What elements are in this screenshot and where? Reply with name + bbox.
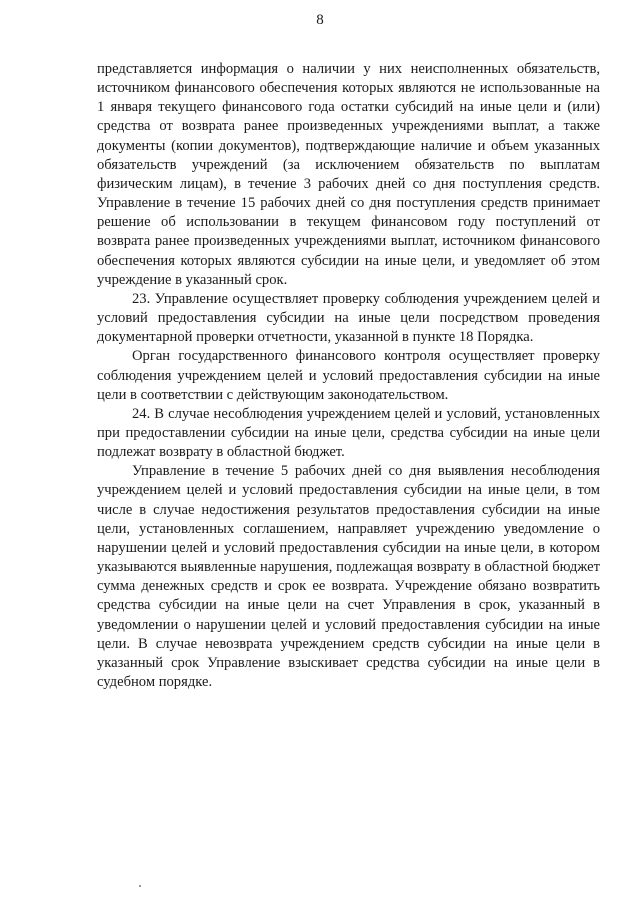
paragraph-return-procedure: Управление в течение 5 рабочих дней со дня выявления несоблюдения учреждением целей и условий предоставления субсидии на иные цели, в том числе в случае недостижения результатов предоставления субсидии на иные цели, установленных соглашением, направляет учреждению уведомление о нарушении целей и условий предоставления субсидии на иные цели, в котором указываются выявленные нарушения, подлежащая возврату в областной бюджет сумма денежных средств и срок ее возврата. Учреждение обязано возвратить средства субсидии на иные цели на счет Управления в срок, указанный в уведомлении о нарушении целей и условий предоставления субсидии на иные цели. В случае невозврата учреждением средств субсидии на иные цели в указанный срок Управление взыскивает средства субсидии на иные цели в судебном порядке.	[97, 463, 600, 690]
scan-artifact	[139, 885, 141, 887]
paragraph-item-23: 23. Управление осуществляет проверку соблюдения учреждением целей и условий предоставления субсидии на иные цели посредством проведения документарной проверки отчетности, указанной в пункте 18 Порядка.	[97, 290, 600, 346]
page-number: 8	[316, 12, 324, 28]
paragraph-continuation: представляется информация о наличии у них неисполненных обязательств, источником финансового обеспечения которых являются не использованные на 1 января текущего финансового года остатки субсидий на иные цели и (или) средства от возврата ранее произведенных учреждениями выплат, а также документы (копии документов), подтверждающие наличие и объем указанных обязательств учреждений (за исключением обязательств по выплатам физическим лицам), в течение 3 рабочих дней со дня поступления средств. Управление в течение 15 рабочих дней со дня поступления средств принимает решение об использовании в текущем финансовом году поступлений от возврата ранее произведенных учреждениями выплат, источником финансового обеспечения которых являются субсидии на иные цели, и уведомляет об этом учреждение в указанный срок.	[97, 61, 600, 288]
paragraph-item-24: 24. В случае несоблюдения учреждением целей и условий, установленных при предоставлении субсидии на иные цели, средства субсидии на иные цели подлежат возврату в областной бюджет.	[97, 405, 600, 461]
document-body	[97, 60, 600, 692]
paragraph-financial-control: Орган государственного финансового контроля осуществляет проверку соблюдения учреждением целей и условий предоставления субсидии на иные цели в соответствии с действующим законодательством.	[97, 348, 600, 403]
